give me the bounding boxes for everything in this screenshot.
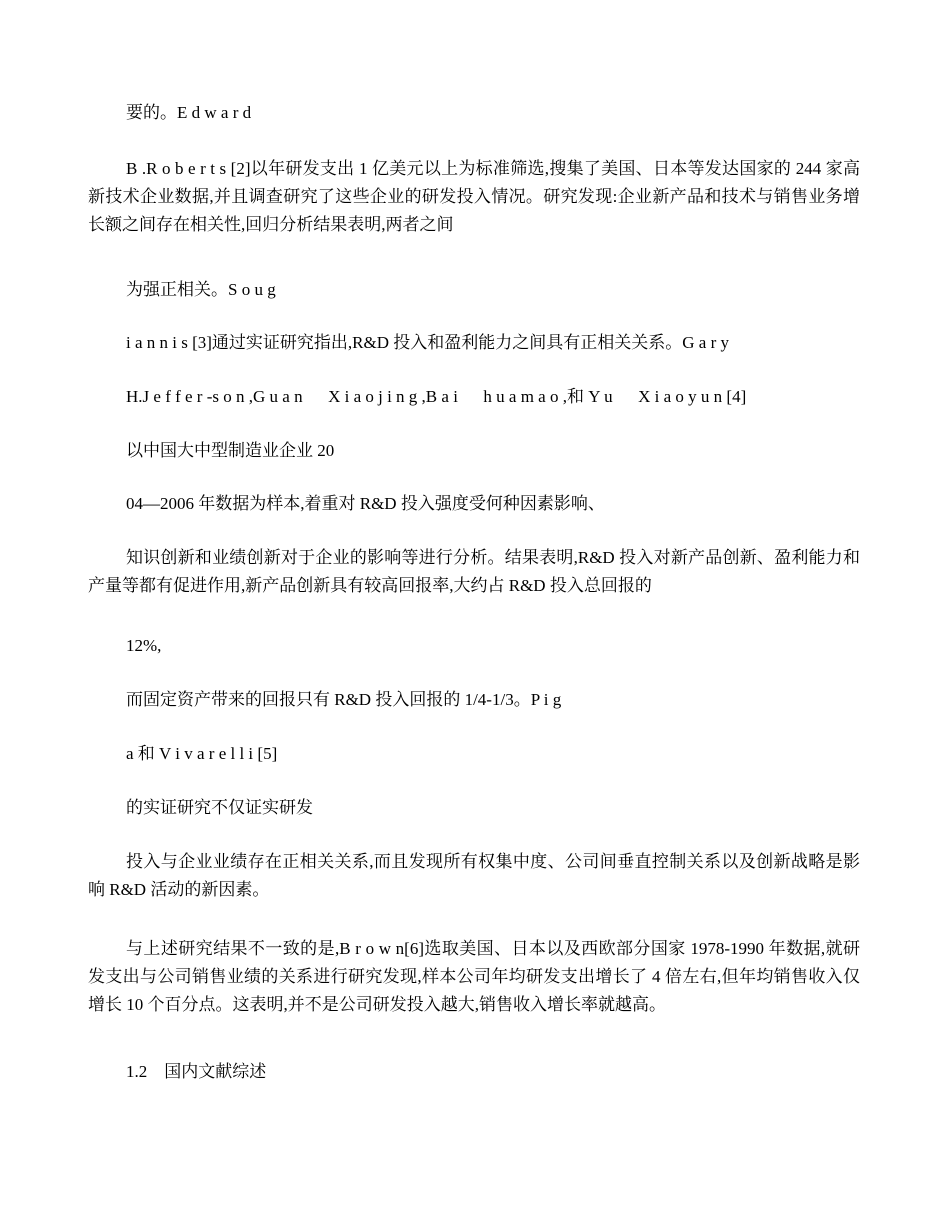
paragraph: 以中国大中型制造业企业 20 xyxy=(126,441,335,460)
paragraph: H.J e f f e r -s o n ,G u a n X i a o j i n g ,B a i h u a m a o ,和 Y u X i a o y u n [4] xyxy=(126,387,747,406)
paragraph: 知识创新和业绩创新对于企业的影响等进行分析。结果表明,R&D 投入对新产品创新、盈利能力和产量等都有促进作用,新产品创新具有较高回报率,大约占 R&D 投入总回报的 xyxy=(88,548,860,595)
paragraph: 要的。E d w a r d xyxy=(126,103,252,122)
paragraph: i a n n i s [3]通过实证研究指出,R&D 投入和盈利能力之间具有正相关关系。G a r y xyxy=(126,333,730,352)
paragraph: 04—2006 年数据为样本,着重对 R&D 投入强度受何种因素影响、 xyxy=(126,494,605,513)
paragraph: 与上述研究结果不一致的是,B r o w n[6]选取美国、日本以及西欧部分国家 1978-1990 年数据,就研发支出与公司销售业绩的关系进行研究发现,样本公司年均研发支出增长了 4 倍左右,但年均销售收入仅增长 10 个百分点。这表明,并不是公司研发投入越大,销售收入增长率就越高。 xyxy=(88,939,860,1014)
paragraph: B .R o b e r t s [2]以年研发支出 1 亿美元以上为标准筛选,搜集了美国、日本等发达国家的 244 家高新技术企业数据,并且调查研究了这些企业的研发投入情况。研究发现:企业新产品和技术与销售业务增长额之间存在相关性,回归分析结果表明,两者之间 xyxy=(88,159,860,234)
paragraph: 投入与企业业绩存在正相关关系,而且发现所有权集中度、公司间垂直控制关系以及创新战略是影响 R&D 活动的新因素。 xyxy=(88,852,860,899)
paragraph: 12%, xyxy=(126,636,162,655)
paragraph: 为强正相关。S o u g xyxy=(126,280,276,299)
paragraph: 而固定资产带来的回报只有 R&D 投入回报的 1/4-1/3。P i g xyxy=(126,690,562,709)
paragraph: 的实证研究不仅证实研发 xyxy=(126,798,313,817)
paragraph: a 和 V i v a r e l l i [5] xyxy=(126,744,278,763)
section-heading: 1.2 国内文献综述 xyxy=(126,1062,267,1081)
